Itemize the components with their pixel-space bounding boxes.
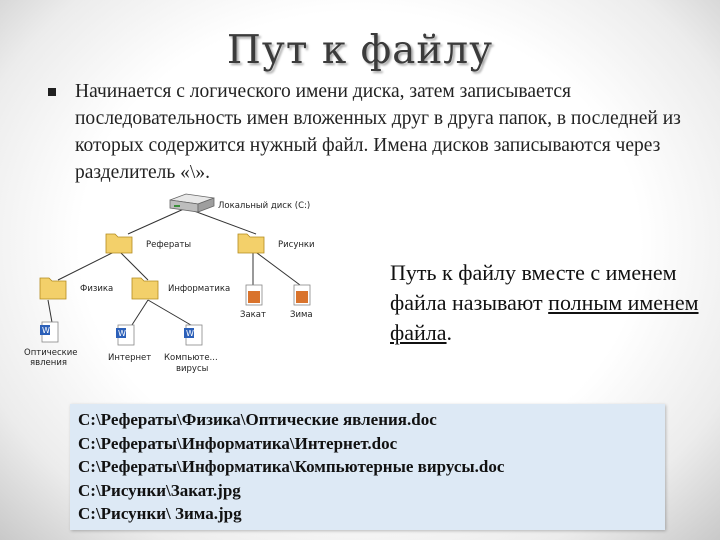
path-examples-box bbox=[70, 404, 665, 530]
file-label-optic-2: явления bbox=[30, 358, 67, 368]
folder-tree-diagram bbox=[18, 190, 328, 385]
svg-text:W: W bbox=[118, 329, 126, 338]
full-name-note bbox=[390, 258, 710, 348]
path-line: C:\Рефераты\Информатика\Интернет.doc bbox=[78, 433, 398, 453]
bullet-marker bbox=[48, 88, 56, 96]
folder-label-informatika: Информатика bbox=[168, 284, 231, 294]
path-line: C:\Рефераты\Информатика\Компьютерные вирусы.doc bbox=[78, 457, 505, 476]
file-label-optic-1: Оптические bbox=[24, 348, 78, 358]
file-label-virus-2: вирусы bbox=[176, 364, 209, 374]
side-text-3: . bbox=[446, 320, 453, 345]
doc-file-icon bbox=[40, 322, 202, 345]
slide-title: Пут к файлу bbox=[226, 28, 494, 73]
file-label-virus-1: Компьюте... bbox=[164, 353, 218, 363]
folder-label-referaty: Рефераты bbox=[146, 240, 192, 250]
path-line: C:\Рефераты\Физика\Оптические явления.doc bbox=[78, 410, 437, 429]
drive-icon bbox=[170, 194, 214, 212]
path-line: C:\Рисунки\Закат.jpg bbox=[78, 480, 241, 500]
svg-text:W: W bbox=[186, 329, 194, 338]
side-text-underlined: полным именем файла bbox=[390, 290, 699, 345]
path-line: C:\Рисунки\ Зима.jpg bbox=[78, 504, 242, 523]
folder-label-fizika: Физика bbox=[80, 284, 114, 294]
file-label-zima: Зима bbox=[290, 310, 313, 320]
svg-text:W: W bbox=[42, 326, 50, 335]
side-text-1: Путь к файлу вместе с именем файла называют bbox=[390, 260, 677, 315]
drive-label: Локальный диск (C:) bbox=[218, 201, 311, 211]
definition-paragraph: Начинается с логического имени диска, затем записывается последовательность имен вложенных друг в друга папок, в последней из которых содержится нужный файл. Имена дисков записываются через разделитель «\». bbox=[75, 81, 681, 183]
image-file-icon bbox=[246, 285, 310, 305]
file-label-zakat: Закат bbox=[240, 310, 266, 320]
file-label-internet: Интернет bbox=[108, 353, 152, 363]
folder-label-risunki: Рисунки bbox=[278, 240, 315, 250]
